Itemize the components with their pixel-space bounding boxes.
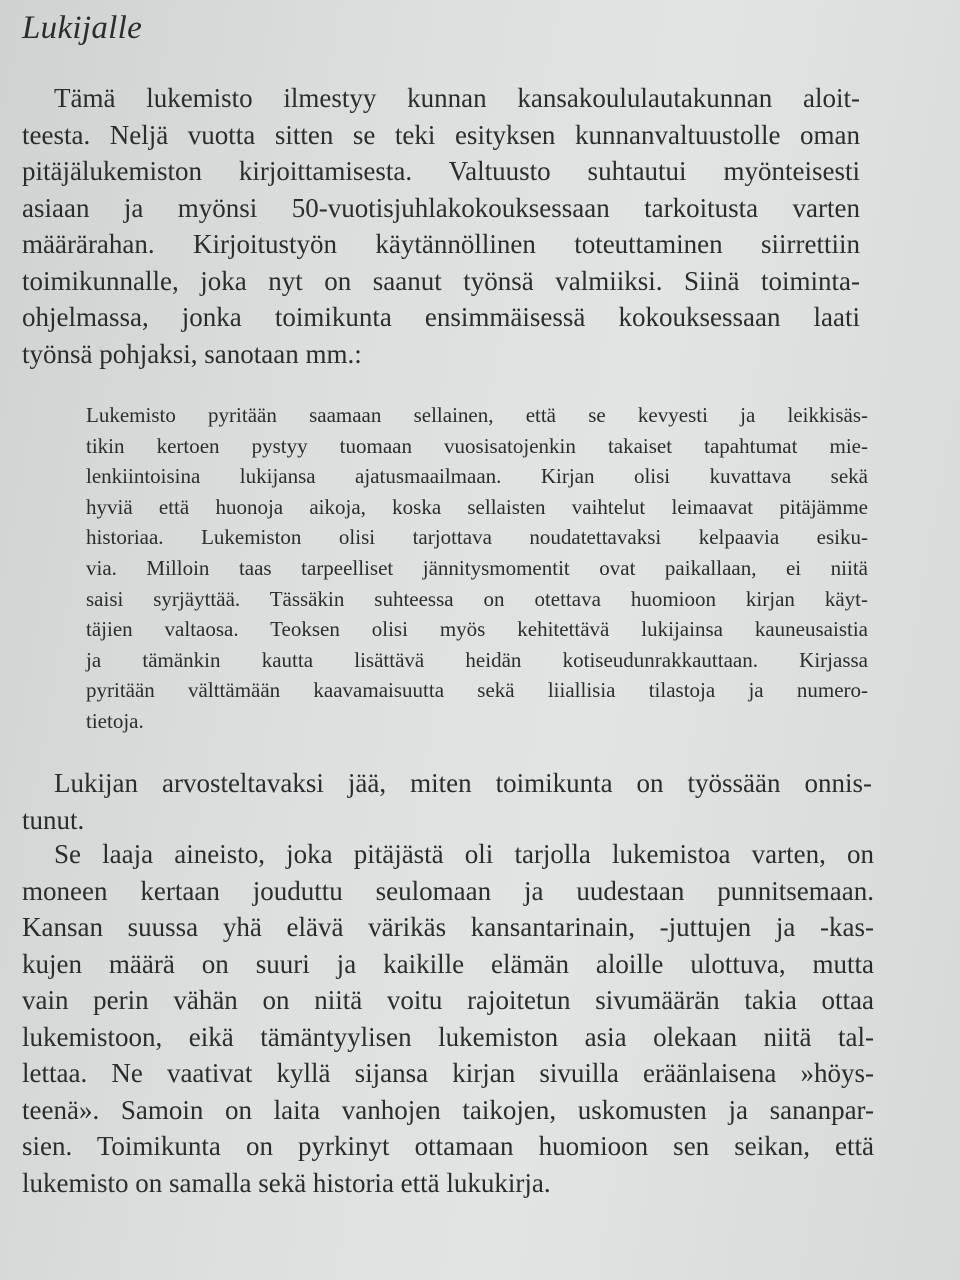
text-line: pitäjälukemiston kirjoittamisesta. Valtuusto suhtautui myönteisesti	[22, 156, 860, 186]
text-line: Se laaja aineisto, joka pitäjästä oli tarjolla lukemistoa varten, on	[54, 839, 874, 869]
quote-line: ja tämänkin kautta lisättävä heidän kotiseudunrakkauttaan. Kirjassa	[86, 647, 868, 672]
text-line: Lukijan arvosteltavaksi jää, miten toimikunta on työssään onnis-	[54, 768, 872, 798]
text-line: tunut.	[22, 804, 85, 835]
text-line: toimikunnalle, joka nyt on saanut työnsä valmiiksi. Siinä toiminta-	[22, 265, 860, 296]
text-line: sien. Toimikunta on pyrkinyt ottamaan huomioon sen seikan, että	[22, 1131, 874, 1161]
text-line: lukemisto on samalla sekä historia että lukukirja.	[22, 1167, 551, 1198]
page-title: Lukijalle	[22, 10, 143, 46]
quote-line: tietoja.	[86, 708, 144, 733]
material-paragraph	[22, 836, 874, 1201]
quote-line: historiaa. Lukemiston olisi tarjottava noudatettavaksi kelpaavia esiku-	[86, 525, 868, 550]
quote-line: lenkiintoisina lukijansa ajatusmaailmaan. Kirjan olisi kuvattava sekä	[86, 464, 868, 489]
text-line: ohjelmassa, jonka toimikunta ensimmäisessä kokouksessaan laati	[22, 302, 860, 332]
quote-line: pyritään välttämään kaavamaisuutta sekä liiallisia tilastoja ja numero-	[86, 678, 868, 703]
text-line: moneen kertaan jouduttu seulomaan ja uudestaan punnitsemaan.	[22, 875, 874, 906]
text-line: asiaan ja myönsi 50-vuotisjuhlakokouksessaan tarkoitusta varten	[22, 192, 860, 223]
intro-paragraph	[22, 80, 860, 372]
text-line: lettaa. Ne vaativat kyllä sijansa kirjan sivuilla eräänlaisena »höys-	[22, 1058, 874, 1088]
text-line: kujen määrä on suuri ja kaikille elämän aloille ulottuva, mutta	[22, 948, 874, 979]
text-line: vain perin vähän on niitä voitu rajoitetun sivumäärän takia ottaa	[22, 985, 874, 1015]
quote-line: hyviä että huonoja aikoja, koska sellaisten vaihtelut leimaavat pitäjämme	[86, 494, 868, 519]
block-quote	[86, 400, 868, 737]
evaluation-paragraph	[22, 765, 872, 838]
text-line: teesta. Neljä vuotta sitten se teki esityksen kunnanvaltuustolle oman	[22, 119, 860, 150]
text-line: määrärahan. Kirjoitustyön käytännöllinen toteuttaminen siirrettiin	[22, 229, 860, 259]
quote-line: saisi syrjäyttää. Tässäkin suhteessa on otettava huomioon kirjan käyt-	[86, 586, 868, 611]
text-line: Kansan suussa yhä elävä värikäs kansantarinain, -juttujen ja -kas-	[22, 912, 874, 942]
quote-line: Lukemisto pyritään saamaan sellainen, että se kevyesti ja leikkisäs-	[86, 403, 868, 427]
quote-line: via. Milloin taas tarpeelliset jännitysmomentit ovat paikallaan, ei niitä	[86, 555, 868, 580]
text-line: Tämä lukemisto ilmestyy kunnan kansakoululautakunnan aloit-	[54, 83, 860, 113]
text-line: teenä». Samoin on laita vanhojen taikojen, uskomusten ja sananpar-	[22, 1094, 874, 1125]
quote-line: tikin kertoen pystyy tuomaan vuosisatojenkin takaiset tapahtumat mie-	[86, 433, 868, 458]
text-line: lukemistoon, eikä tämäntyylisen lukemiston asia olekaan niitä tal-	[22, 1021, 874, 1052]
quote-line: täjien valtaosa. Teoksen olisi myös kehitettävä lukijainsa kauneusaistia	[86, 617, 868, 642]
text-line: työnsä pohjaksi, sanotaan mm.:	[22, 338, 362, 369]
